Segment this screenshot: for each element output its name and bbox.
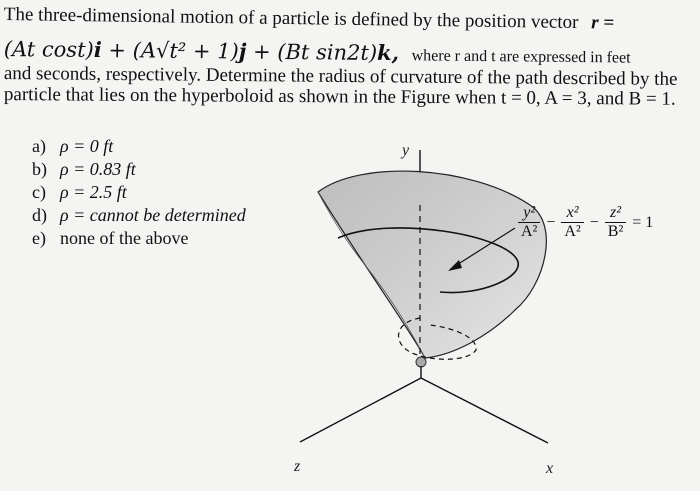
problem-text-3: and seconds, respectively. Determine the radius of curvature of the path described by the xyxy=(3,63,678,90)
fraction-x xyxy=(561,204,583,241)
option-text: ρ = 0 ft xyxy=(60,136,114,156)
option-letter: d) xyxy=(32,205,47,225)
y-axis-label: y xyxy=(402,142,410,159)
numerator: y² xyxy=(518,204,540,223)
denominator: A² xyxy=(521,223,538,240)
hyperboloid-surface xyxy=(318,171,546,358)
term-j-expr: + (A√t² + 1) xyxy=(101,38,239,64)
z-axis-label: z xyxy=(294,458,301,475)
unit-vector-i: i xyxy=(93,36,102,63)
numerator: z² xyxy=(605,204,626,223)
numerator: x² xyxy=(561,204,583,223)
problem-units-text: where r and t are expressed in feet xyxy=(411,47,631,67)
problem-text-1: The three-dimensional motion of a particle is defined by the position vector xyxy=(3,4,579,34)
option-letter: c) xyxy=(32,182,46,202)
denominator: A² xyxy=(564,223,581,240)
unit-vector-k: k, xyxy=(376,39,400,66)
minus-sign: − xyxy=(589,213,599,231)
problem-text-4: particle that lies on the hyperboloid as shown in the Figure when t = 0, A = 3, and B = 1. xyxy=(3,84,676,110)
minus-sign: − xyxy=(546,213,556,231)
unit-vector-j: j xyxy=(238,38,247,64)
option-text: ρ = 2.5 ft xyxy=(60,182,127,202)
x-axis xyxy=(421,378,548,443)
option-letter: a) xyxy=(32,136,46,156)
denominator: B² xyxy=(607,223,624,240)
equals-one: = 1 xyxy=(632,213,654,231)
position-vector-symbol: r = xyxy=(590,12,615,34)
option-letter: b) xyxy=(32,159,47,179)
option-letter: e) xyxy=(32,228,46,248)
option-text: ρ = 0.83 ft xyxy=(60,159,136,179)
term-i-expr: (At cost) xyxy=(3,36,94,62)
option-text: ρ = cannot be determined xyxy=(60,205,246,225)
x-axis-label: x xyxy=(546,460,554,477)
term-k-expr: + (Bt sin2t) xyxy=(246,39,378,65)
hyperboloid-equation xyxy=(516,204,657,241)
z-axis xyxy=(300,378,421,442)
option-text: none of the above xyxy=(60,228,189,248)
fraction-y xyxy=(518,204,540,241)
vertex-point xyxy=(416,357,426,367)
fraction-z xyxy=(605,204,626,241)
